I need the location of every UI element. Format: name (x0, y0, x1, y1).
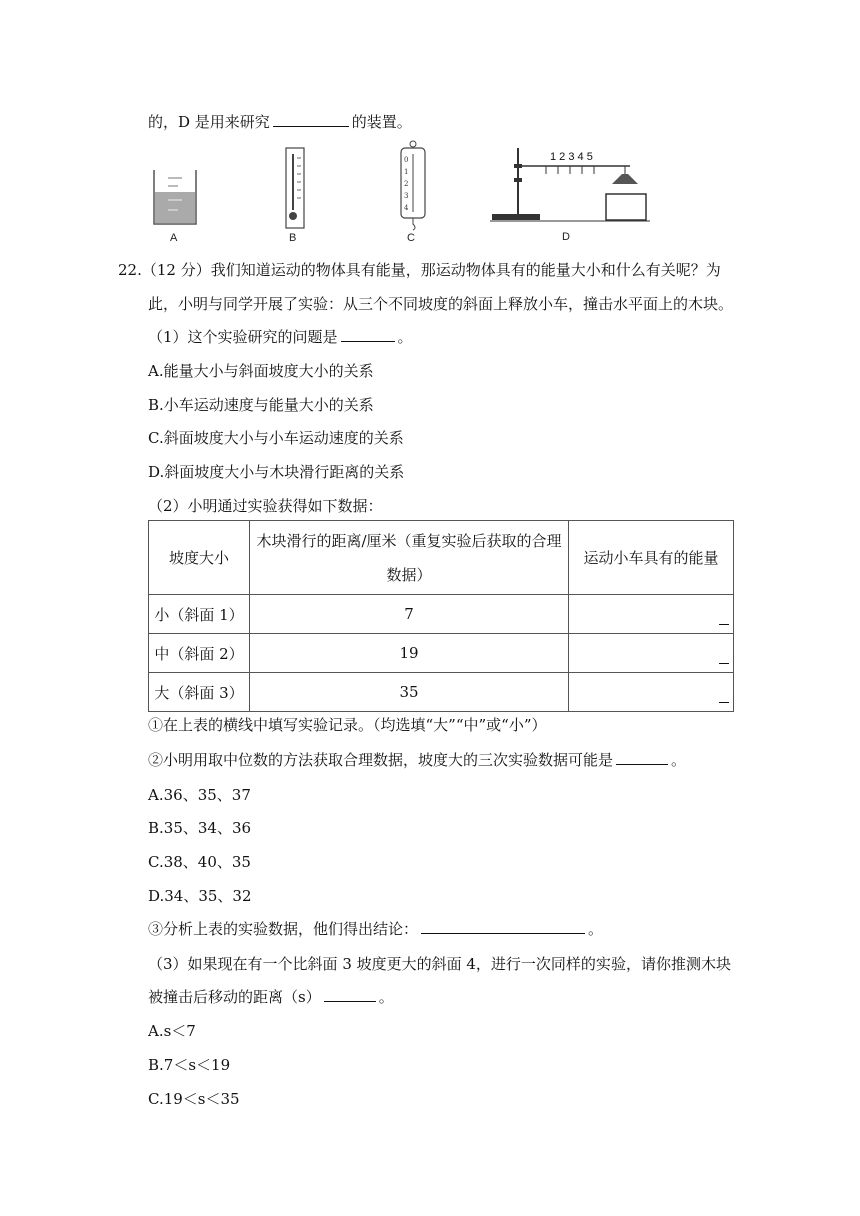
spring-scale-figure (396, 140, 430, 232)
table-header-row (149, 521, 734, 595)
q3-option-a: A.s＜7 (148, 1022, 196, 1040)
answer-blank[interactable] (421, 919, 585, 934)
table-row (149, 595, 734, 634)
q3-line1: （3）如果现在有一个比斜面 3 坡度更大的斜面 4，进行一次同样的实验，请你推测木块 (148, 955, 731, 973)
q1-prefix: （1）这个实验研究的问题是 (148, 328, 338, 346)
table-cell-slope: 小（斜面 1） (149, 595, 250, 634)
q2-sub2-line (148, 750, 686, 770)
q2-sub2-suffix: 。 (671, 751, 687, 769)
svg-text:3: 3 (404, 192, 409, 200)
q1-option-c: C.斜面坡度大小与小车运动速度的关系 (148, 429, 404, 447)
intro-line (148, 112, 412, 132)
table-cell-distance: 19 (250, 634, 569, 673)
q3-suffix: 。 (378, 988, 394, 1006)
svg-text:2: 2 (404, 180, 409, 188)
apparatus-scale-labels: 1 2 3 4 5 (550, 151, 593, 163)
q3-prefix: 被撞击后移动的距离（s） (148, 988, 321, 1006)
q1-line (148, 327, 413, 347)
thermometer-figure (282, 146, 308, 230)
table-cell-energy[interactable] (569, 634, 734, 673)
q2-sub2-prefix: ②小明用取中位数的方法获取合理数据，坡度大的三次实验数据可能是 (148, 751, 614, 769)
q2-sub3-suffix: 。 (588, 920, 604, 938)
q3-option-b: B.7＜s＜19 (148, 1056, 231, 1074)
intro-suffix: 的装置。 (351, 113, 412, 131)
q2-option-c: C.38、40、35 (148, 853, 251, 871)
table-header-energy: 运动小车具有的能量 (569, 521, 734, 595)
q3-line2 (148, 987, 394, 1007)
table-cell-distance: 7 (250, 595, 569, 634)
table-cell-slope: 大（斜面 3） (149, 673, 250, 712)
table-header-slope: 坡度大小 (149, 521, 250, 595)
question-header-cont: 此，小明与同学开展了实验：从三个不同坡度的斜面上释放小车，撞击水平面上的木块。 (148, 295, 734, 313)
q2-option-a: A.36、35、37 (148, 786, 251, 804)
intro-prefix: 的，D 是用来研究 (148, 113, 270, 131)
table-row (149, 673, 734, 712)
data-table (148, 520, 734, 712)
q2-intro: （2）小明通过实验获得如下数据： (148, 497, 383, 515)
table-row (149, 634, 734, 673)
table-cell-distance: 35 (250, 673, 569, 712)
q2-sub1: ①在上表的横线中填写实验记录。（均选填“大”“中”或“小”） (148, 716, 547, 734)
q2-sub3-prefix: ③分析上表的实验数据，他们得出结论： (148, 920, 419, 938)
table-cell-energy[interactable] (569, 595, 734, 634)
q1-suffix: 。 (397, 328, 413, 346)
table-cell-slope: 中（斜面 2） (149, 634, 250, 673)
figure-label-c: C (407, 232, 415, 244)
table-cell-energy[interactable] (569, 673, 734, 712)
q1-option-a: A.能量大小与斜面坡度大小的关系 (148, 362, 374, 380)
answer-blank[interactable] (324, 987, 376, 1002)
answer-blank[interactable] (569, 595, 733, 633)
svg-text:1: 1 (404, 168, 409, 176)
beaker-figure (148, 164, 204, 228)
q2-sub3-line (148, 919, 603, 939)
answer-blank[interactable] (569, 673, 733, 711)
table-header-distance: 木块滑行的距离/厘米（重复实验后获取的合理数据） (250, 521, 569, 595)
figure-label-a: A (170, 232, 178, 244)
answer-blank[interactable] (273, 112, 349, 127)
q1-option-d: D.斜面坡度大小与木块滑行距离的关系 (148, 463, 405, 481)
svg-text:0: 0 (404, 156, 409, 164)
q2-option-b: B.35、34、36 (148, 819, 252, 837)
q1-option-b: B.小车运动速度与能量大小的关系 (148, 396, 374, 414)
q3-option-c: C.19＜s＜35 (148, 1090, 240, 1108)
question-header: 22.（12 分）我们知道运动的物体具有能量，那运动物体具有的能量大小和什么有关呢？为 (118, 261, 721, 279)
svg-text:4: 4 (404, 204, 409, 212)
answer-blank[interactable] (341, 327, 395, 342)
answer-blank[interactable] (616, 750, 668, 765)
figure-label-b: B (289, 232, 297, 244)
figure-label-d: D (562, 231, 570, 243)
q2-option-d: D.34、35、32 (148, 887, 252, 905)
answer-blank[interactable] (569, 634, 733, 672)
